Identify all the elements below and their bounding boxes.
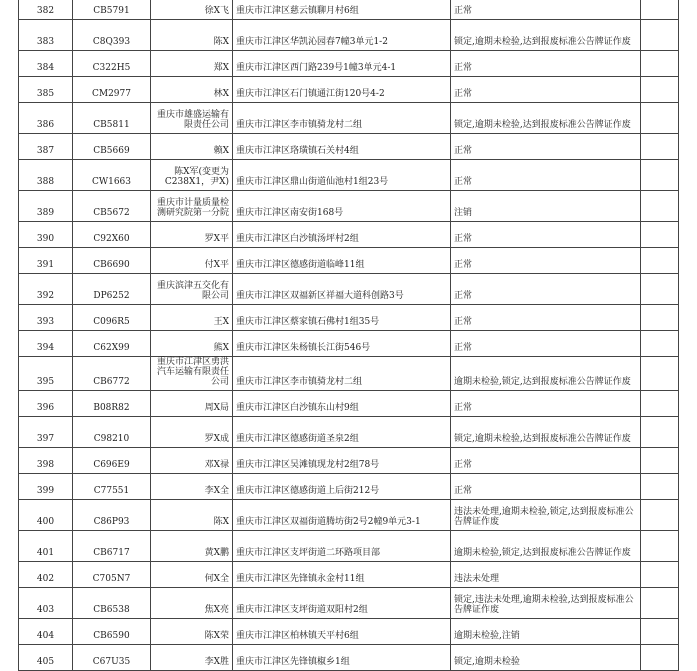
address-cell: 重庆市江津区支坪街道二环路项目部 <box>233 531 451 562</box>
owner-cell: 付X平 <box>151 248 233 274</box>
empty-cell <box>641 331 679 357</box>
plate-number-cell: CW1663 <box>73 160 151 191</box>
address-cell: 重庆市江津区白沙镇东山村9组 <box>233 391 451 417</box>
row-number-cell: 392 <box>19 274 73 305</box>
owner-cell: 李X全 <box>151 474 233 500</box>
row-number-cell: 393 <box>19 305 73 331</box>
table-row <box>19 500 679 531</box>
plate-number-cell: CB5669 <box>73 134 151 160</box>
plate-number-cell: C705N7 <box>73 562 151 588</box>
plate-number-cell: CB6772 <box>73 357 151 391</box>
address-cell: 重庆市江津区蔡家镇石佛村1组35号 <box>233 305 451 331</box>
status-cell: 正常 <box>451 474 641 500</box>
address-cell: 重庆市江津区鼎山街道仙池村1组23号 <box>233 160 451 191</box>
address-cell: 重庆市江津区双福新区祥福大道科创路3号 <box>233 274 451 305</box>
row-number-cell: 396 <box>19 391 73 417</box>
status-cell: 正常 <box>451 77 641 103</box>
table-row <box>19 474 679 500</box>
address-cell: 重庆市江津区先锋镇永金村11组 <box>233 562 451 588</box>
empty-cell <box>641 588 679 619</box>
table-row <box>19 248 679 274</box>
table-row <box>19 417 679 448</box>
row-number-cell: 398 <box>19 448 73 474</box>
table-row <box>19 562 679 588</box>
empty-cell <box>641 448 679 474</box>
status-cell: 正常 <box>451 331 641 357</box>
table-row <box>19 160 679 191</box>
table-row <box>19 134 679 160</box>
empty-cell <box>641 562 679 588</box>
address-cell: 重庆市江津区珞璜镇石关村4组 <box>233 134 451 160</box>
status-cell: 逾期未检验,锁定,达到报废标准公告牌证作废 <box>451 531 641 562</box>
empty-cell <box>641 305 679 331</box>
status-cell: 违法未处理 <box>451 562 641 588</box>
table-row <box>19 51 679 77</box>
owner-cell: 郑X <box>151 51 233 77</box>
plate-number-cell: B08R82 <box>73 391 151 417</box>
status-cell: 正常 <box>451 448 641 474</box>
row-number-cell: 390 <box>19 222 73 248</box>
status-cell: 注销 <box>451 191 641 222</box>
row-number-cell: 382 <box>19 0 73 20</box>
plate-number-cell: CB5811 <box>73 103 151 134</box>
status-cell: 正常 <box>451 305 641 331</box>
status-cell: 正常 <box>451 134 641 160</box>
row-number-cell: 402 <box>19 562 73 588</box>
row-number-cell: 399 <box>19 474 73 500</box>
status-cell: 正常 <box>451 0 641 20</box>
empty-cell <box>641 77 679 103</box>
owner-cell: 林X <box>151 77 233 103</box>
plate-number-cell: CB5791 <box>73 0 151 20</box>
table-row <box>19 619 679 645</box>
empty-cell <box>641 134 679 160</box>
status-cell: 正常 <box>451 391 641 417</box>
table-row <box>19 77 679 103</box>
table-row <box>19 448 679 474</box>
table-row <box>19 191 679 222</box>
owner-cell: 周X局 <box>151 391 233 417</box>
empty-cell <box>641 645 679 671</box>
plate-number-cell: C77551 <box>73 474 151 500</box>
plate-number-cell: C98210 <box>73 417 151 448</box>
address-cell: 重庆市江津区吴滩镇现龙村2组78号 <box>233 448 451 474</box>
owner-cell: 罗X成 <box>151 417 233 448</box>
plate-number-cell: C696E9 <box>73 448 151 474</box>
owner-cell: 李X胜 <box>151 645 233 671</box>
owner-cell: 黄X鹏 <box>151 531 233 562</box>
row-number-cell: 395 <box>19 357 73 391</box>
empty-cell <box>641 357 679 391</box>
empty-cell <box>641 274 679 305</box>
address-cell: 重庆市江津区慈云镇聊月村6组 <box>233 0 451 20</box>
status-cell: 锁定,逾期未检验 <box>451 645 641 671</box>
address-cell: 重庆市江津区朱杨镇长江街546号 <box>233 331 451 357</box>
address-cell: 重庆市江津区德感街道圣泉2组 <box>233 417 451 448</box>
row-number-cell: 385 <box>19 77 73 103</box>
row-number-cell: 401 <box>19 531 73 562</box>
table-row <box>19 531 679 562</box>
empty-cell <box>641 222 679 248</box>
address-cell: 重庆市江津区支坪街道双阳村2组 <box>233 588 451 619</box>
status-cell: 违法未处理,逾期未检验,锁定,达到报废标准公告牌证作废 <box>451 500 641 531</box>
empty-cell <box>641 619 679 645</box>
status-cell: 逾期未检验,注销 <box>451 619 641 645</box>
plate-number-cell: DP6252 <box>73 274 151 305</box>
address-cell: 重庆市江津区南安街168号 <box>233 191 451 222</box>
plate-number-cell: C92X60 <box>73 222 151 248</box>
row-number-cell: 386 <box>19 103 73 134</box>
plate-number-cell: CB6538 <box>73 588 151 619</box>
owner-cell: 陈X军(变更为C238X1，尹X) <box>151 160 233 191</box>
plate-number-cell: CB6690 <box>73 248 151 274</box>
status-cell: 锁定,逾期未检验,达到报废标准公告牌证作废 <box>451 103 641 134</box>
empty-cell <box>641 103 679 134</box>
empty-cell <box>641 20 679 51</box>
owner-cell: 赖X <box>151 134 233 160</box>
status-cell: 正常 <box>451 274 641 305</box>
address-cell: 重庆市江津区李市镇骑龙村二组 <box>233 357 451 391</box>
row-number-cell: 394 <box>19 331 73 357</box>
status-cell: 逾期未检验,锁定,达到报废标准公告牌证作废 <box>451 357 641 391</box>
plate-number-cell: CB6590 <box>73 619 151 645</box>
row-number-cell: 405 <box>19 645 73 671</box>
plate-number-cell: C096R5 <box>73 305 151 331</box>
row-number-cell: 388 <box>19 160 73 191</box>
empty-cell <box>641 191 679 222</box>
plate-number-cell: C62X99 <box>73 331 151 357</box>
address-cell: 重庆市江津区石门镇通江街120号4-2 <box>233 77 451 103</box>
plate-number-cell: CM2977 <box>73 77 151 103</box>
owner-cell: 熊X <box>151 331 233 357</box>
row-number-cell: 383 <box>19 20 73 51</box>
owner-cell: 焦X亮 <box>151 588 233 619</box>
address-cell: 重庆市江津区双福街道腾坊街2号2幢9单元3-1 <box>233 500 451 531</box>
address-cell: 重庆市江津区柏林镇天平村6组 <box>233 619 451 645</box>
status-cell: 锁定,违法未处理,逾期未检验,达到报废标准公告牌证作废 <box>451 588 641 619</box>
status-cell: 正常 <box>451 248 641 274</box>
address-cell: 重庆市江津区白沙镇汤坪村2组 <box>233 222 451 248</box>
empty-cell <box>641 391 679 417</box>
owner-cell: 邓X禄 <box>151 448 233 474</box>
table-row <box>19 0 679 20</box>
owner-cell: 重庆市江津区勇洪汽车运输有限责任公司 <box>151 357 233 391</box>
status-cell: 正常 <box>451 222 641 248</box>
status-cell: 正常 <box>451 160 641 191</box>
plate-number-cell: CB5672 <box>73 191 151 222</box>
table-row <box>19 103 679 134</box>
row-number-cell: 387 <box>19 134 73 160</box>
owner-cell: 陈X <box>151 20 233 51</box>
table-row <box>19 20 679 51</box>
plate-number-cell: C322H5 <box>73 51 151 77</box>
owner-cell: 罗X平 <box>151 222 233 248</box>
row-number-cell: 404 <box>19 619 73 645</box>
table-row <box>19 305 679 331</box>
empty-cell <box>641 531 679 562</box>
owner-cell: 王X <box>151 305 233 331</box>
empty-cell <box>641 417 679 448</box>
empty-cell <box>641 0 679 20</box>
address-cell: 重庆市江津区西门路239号1幢3单元4-1 <box>233 51 451 77</box>
plate-number-cell: C8Q393 <box>73 20 151 51</box>
empty-cell <box>641 500 679 531</box>
table-row <box>19 331 679 357</box>
empty-cell <box>641 474 679 500</box>
owner-cell: 重庆滨津五交化有限公司 <box>151 274 233 305</box>
plate-number-cell: C67U35 <box>73 645 151 671</box>
owner-cell: 陈X荣 <box>151 619 233 645</box>
owner-cell: 陈X <box>151 500 233 531</box>
owner-cell: 重庆市雄盛运输有限责任公司 <box>151 103 233 134</box>
row-number-cell: 400 <box>19 500 73 531</box>
owner-cell: 重庆市计量质量检测研究院第一分院 <box>151 191 233 222</box>
row-number-cell: 384 <box>19 51 73 77</box>
address-cell: 重庆市江津区先锋镇椒乡1组 <box>233 645 451 671</box>
table-row <box>19 357 679 391</box>
empty-cell <box>641 248 679 274</box>
status-cell: 锁定,逾期未检验,达到报废标准公告牌证作废 <box>451 20 641 51</box>
table-row <box>19 588 679 619</box>
plate-number-cell: CB6717 <box>73 531 151 562</box>
address-cell: 重庆市江津区华凯沁园春7幢3单元1-2 <box>233 20 451 51</box>
row-number-cell: 389 <box>19 191 73 222</box>
empty-cell <box>641 51 679 77</box>
table-row <box>19 645 679 671</box>
table-row <box>19 274 679 305</box>
table-row <box>19 391 679 417</box>
table-row <box>19 222 679 248</box>
address-cell: 重庆市江津区德感街道临峰11组 <box>233 248 451 274</box>
owner-cell: 徐X飞 <box>151 0 233 20</box>
vehicle-registry-table <box>18 0 679 671</box>
row-number-cell: 403 <box>19 588 73 619</box>
empty-cell <box>641 160 679 191</box>
address-cell: 重庆市江津区李市镇骑龙村二组 <box>233 103 451 134</box>
address-cell: 重庆市江津区德感街道上后街212号 <box>233 474 451 500</box>
row-number-cell: 391 <box>19 248 73 274</box>
plate-number-cell: C86P93 <box>73 500 151 531</box>
status-cell: 锁定,逾期未检验,达到报废标准公告牌证作废 <box>451 417 641 448</box>
owner-cell: 何X全 <box>151 562 233 588</box>
status-cell: 正常 <box>451 51 641 77</box>
row-number-cell: 397 <box>19 417 73 448</box>
